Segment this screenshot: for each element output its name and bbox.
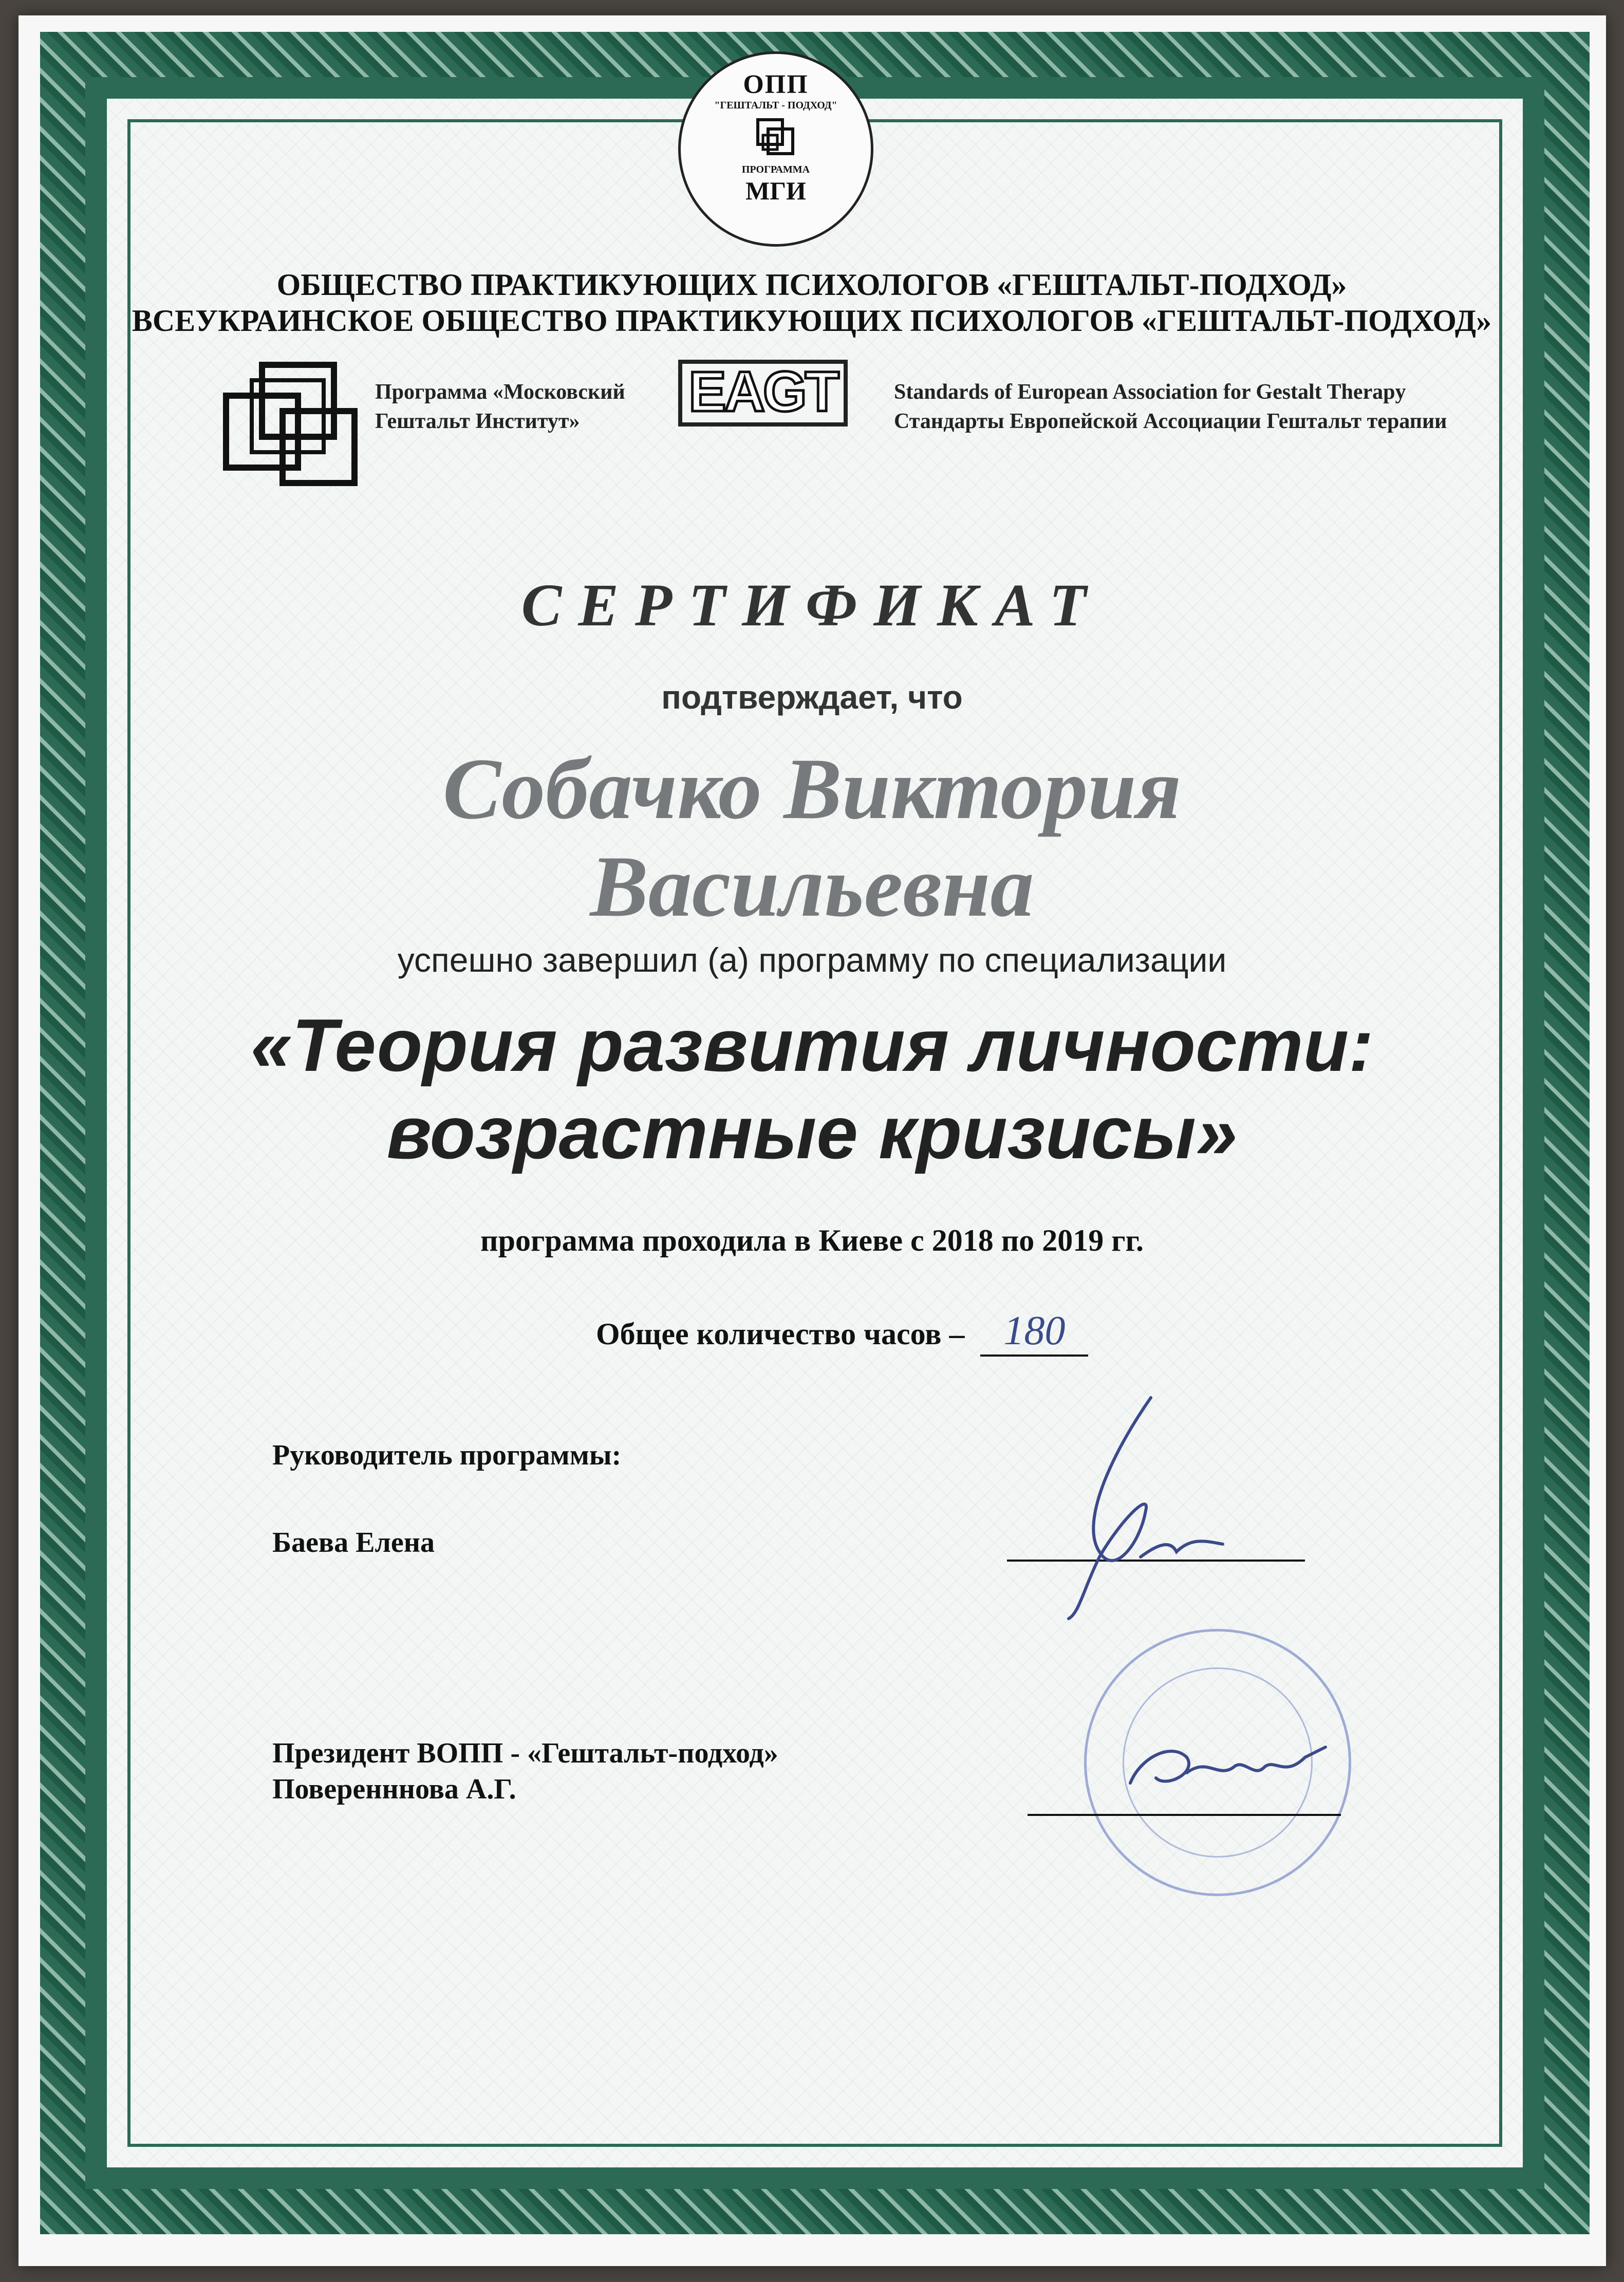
hours-row <box>596 1308 1088 1357</box>
course-title <box>0 1002 1624 1176</box>
recipient-name <box>0 740 1624 936</box>
emblem-bottom-text: МГИ <box>745 176 806 205</box>
certificate-title: СЕРТИФИКАТ <box>521 571 1103 639</box>
hours-value: 180 <box>980 1308 1088 1357</box>
opp-emblem <box>678 51 873 247</box>
mgi-program-text <box>375 378 625 436</box>
interlocking-squares-icon <box>753 116 799 162</box>
eagt-standards-line2: Стандарты Европейской Ассоциации Гештальт терапии <box>894 409 1447 433</box>
head-signature-icon <box>1038 1387 1254 1634</box>
recipient-name-line2: Васильевна <box>590 838 1034 935</box>
emblem-program-text: ПРОГРАММА <box>741 164 810 175</box>
mgi-program-line2: Гештальт Институт» <box>375 409 580 433</box>
org-name-line1: ОБЩЕСТВО ПРАКТИКУЮЩИХ ПСИХОЛОГОВ «ГЕШТАЛЬТ-ПОДХОД» <box>276 268 1347 302</box>
mgi-logo-icon <box>221 360 365 493</box>
emblem-top-text: ОПП <box>743 70 809 99</box>
program-head-label: Руководитель программы: <box>272 1439 622 1471</box>
program-head-name: Баева Елена <box>272 1527 435 1559</box>
president-signature-line <box>1028 1814 1341 1816</box>
emblem-subtitle: "ГЕШТАЛЬТ - ПОДХОД" <box>714 100 837 111</box>
org-name-line2: ВСЕУКРАИНСКОЕ ОБЩЕСТВО ПРАКТИКУЮЩИХ ПСИХОЛОГОВ «ГЕШТАЛЬТ-ПОДХОД» <box>132 304 1492 338</box>
program-period: программа проходила в Киеве с 2018 по 2019 гг. <box>480 1223 1144 1257</box>
eagt-logo: EAGT <box>678 360 848 426</box>
eagt-standards-text <box>894 378 1447 436</box>
course-title-line2: возрастные кризисы» <box>386 1090 1238 1174</box>
recipient-name-line1: Собачко Виктория <box>442 740 1182 837</box>
hours-label: Общее количество часов – <box>596 1317 965 1351</box>
president-label: Президент ВОПП - «Гештальт-подход» <box>272 1737 778 1769</box>
president-name: Поверенннова А.Г. <box>272 1773 516 1805</box>
mgi-program-line1: Программа «Московский <box>375 380 625 404</box>
course-title-line1: «Теория развития личности: <box>250 1004 1374 1087</box>
president-signature-icon <box>1110 1727 1346 1809</box>
completed-text: успешно завершил (а) программу по специализации <box>397 941 1227 979</box>
confirms-text: подтверждает, что <box>661 679 963 716</box>
eagt-standards-line1: Standards of European Association for Gestalt Therapy <box>894 380 1406 404</box>
